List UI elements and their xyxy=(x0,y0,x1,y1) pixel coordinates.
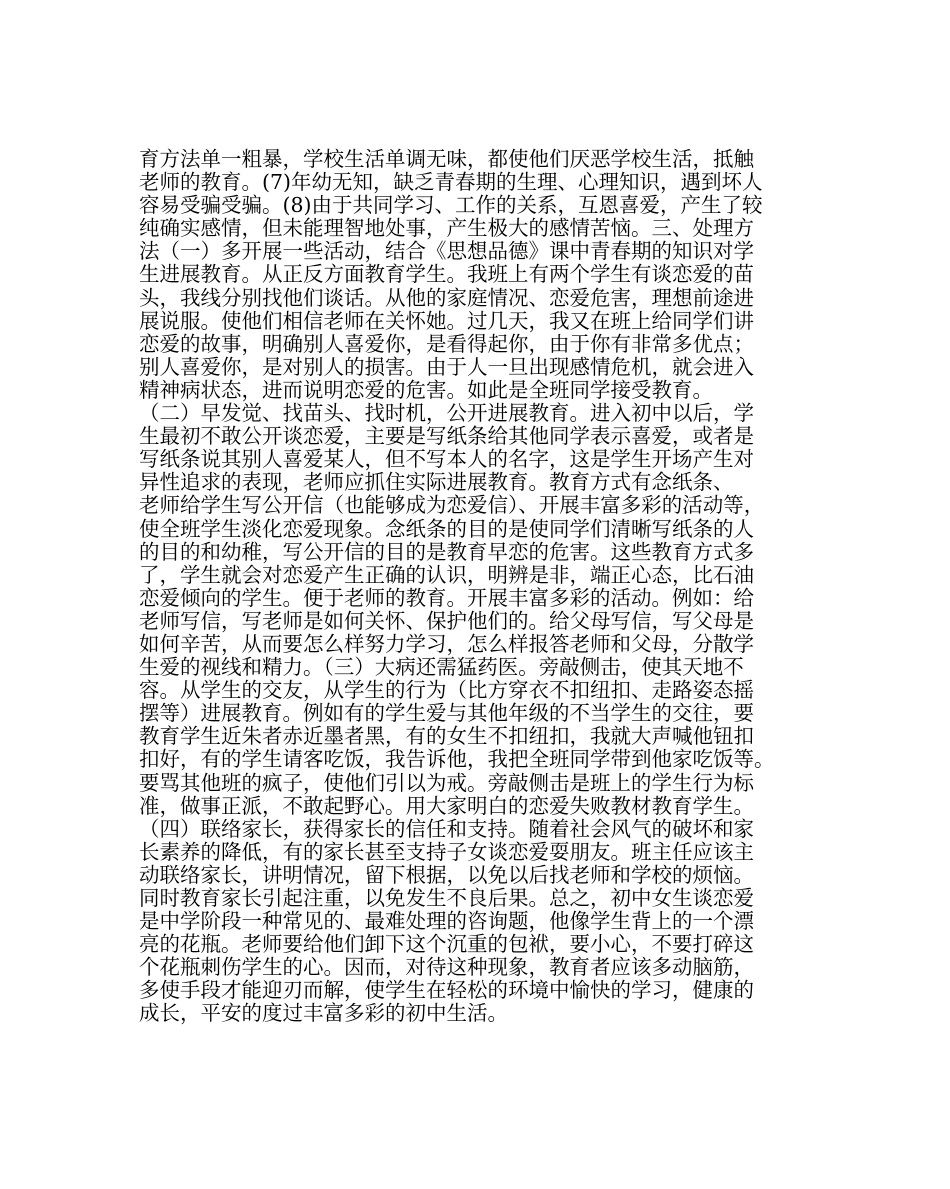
text-line: 长素养的降低，有的家长甚至支持子女谈恋爱耍朋友。班主任应该主 xyxy=(139,839,754,864)
text-line: 了，学生就会对恋爱产生正确的认识，明辨是非，端正心态，比石油 xyxy=(139,562,754,587)
text-line: 要骂其他班的疯子，使他们引以为戒。旁敲侧击是班上的学生行为标 xyxy=(139,770,754,795)
text-line: 成长，平安的度过丰富多彩的初中生活。 xyxy=(139,1001,508,1026)
text-line: 异性追求的表现，老师应抓住实际进展教育。教育方式有念纸条、 xyxy=(139,470,734,495)
text-line: 生最初不敢公开谈恋爱，主要是写纸条给其他同学表示喜爱，或者是 xyxy=(139,424,754,449)
text-line: 亮的花瓶。老师要给他们卸下这个沉重的包袱，要小心，不要打碎这 xyxy=(139,932,754,957)
text-line: 扣好，有的学生请客吃饭，我告诉他，我把全班同学带到他家吃饭等。 xyxy=(139,747,775,772)
text-line: 写纸条说其别人喜爱某人，但不写本人的名字，这是学生开场产生对 xyxy=(139,447,754,472)
text-line: 老师的教育。(7)年幼无知，缺乏青春期的生理、心理知识，遇到坏人 xyxy=(139,170,763,195)
text-line: 个花瓶刺伤学生的心。因而，对待这种现象，教育者应该多动脑筋， xyxy=(139,955,754,980)
text-line: 精神病状态，进而说明恋爱的危害。如此是全班同学接受教育。 xyxy=(139,377,713,402)
text-line: 同时教育家长引起注重，以免发生不良后果。总之，初中女生谈恋爱 xyxy=(139,886,754,910)
text-line: 恋爱的故事，明确别人喜爱你，是看得起你，由于你有非常多优点； xyxy=(139,331,754,356)
text-line: （二）早发觉、找苗头、找时机，公开进展教育。进入初中以后，学 xyxy=(139,401,754,426)
text-line: 育方法单一粗暴，学校生活单调无味，都使他们厌恶学校生活，抵触 xyxy=(139,147,754,171)
text-line: 是中学阶段一种常见的、最难处理的咨询题，他像学生背上的一个漂 xyxy=(139,909,754,934)
text-line: 使全班学生淡化恋爱现象。念纸条的目的是使同学们清晰写纸条的人 xyxy=(139,516,754,541)
text-line: 别人喜爱你，是对别人的损害。由于人一旦出现感情危机，就会进入 xyxy=(139,354,754,379)
text-line: 恋爱倾向的学生。便于老师的教育。开展丰富多彩的活动。例如：给 xyxy=(139,585,754,610)
text-line: 展说服。使他们相信老师在关怀她。过几天，我又在班上给同学们讲 xyxy=(139,308,754,333)
text-line: 容易受骗受骗。(8)由于共同学习、工作的关系，互恩喜爱，产生了较 xyxy=(139,193,763,218)
text-line: 的目的和幼稚，写公开信的目的是教育早恋的危害。这些教育方式多 xyxy=(139,539,754,564)
text-line: 多使手段才能迎刃而解，使学生在轻松的环境中愉快的学习，健康的 xyxy=(139,978,754,1003)
text-line: 容。从学生的交友，从学生的行为（比方穿衣不扣纽扣、走路姿态摇 xyxy=(139,678,754,703)
text-line: 摆等）进展教育。例如有的学生爱与其他年级的不当学生的交往，要 xyxy=(139,701,754,726)
text-line: 准，做事正派，不敢起野心。用大家明白的恋爱失败教材教育学生。 xyxy=(139,793,754,818)
text-line: 头，我线分别找他们谈话。从他的家庭情况、恋爱危害，理想前途进 xyxy=(139,285,754,310)
text-line: 教育学生近朱者赤近墨者黑，有的女生不扣纽扣，我就大声喊他钮扣 xyxy=(139,724,754,749)
text-line: 老师写信，写老师是如何关怀、保护他们的。给父母写信，写父母是 xyxy=(139,608,754,633)
text-line: 生进展教育。从正反方面教育学生。我班上有两个学生有谈恋爱的苗 xyxy=(139,262,754,287)
text-line: 如何辛苦，从而要怎么样努力学习，怎么样报答老师和父母，分散学 xyxy=(139,631,754,656)
text-line: 法（一）多开展一些活动，结合《思想品德》课中青春期的知识对学 xyxy=(139,239,754,264)
text-line: 老师给学生写公开信（也能够成为恋爱信）、开展丰富多彩的活动等， xyxy=(139,493,765,518)
text-line: 生爱的视线和精力。（三）大病还需猛药医。旁敲侧击，使其天地不 xyxy=(139,655,744,680)
text-line: （四）联络家长，获得家长的信任和支持。随着社会风气的破坏和家 xyxy=(139,816,754,841)
body-text xyxy=(139,148,829,1026)
text-line: 动联络家长，讲明情况，留下根据，以免以后找老师和学校的烦恼。 xyxy=(139,862,754,887)
text-line: 纯确实感情，但未能理智地处事，产生极大的感情苦恼。三、处理方 xyxy=(139,216,754,241)
